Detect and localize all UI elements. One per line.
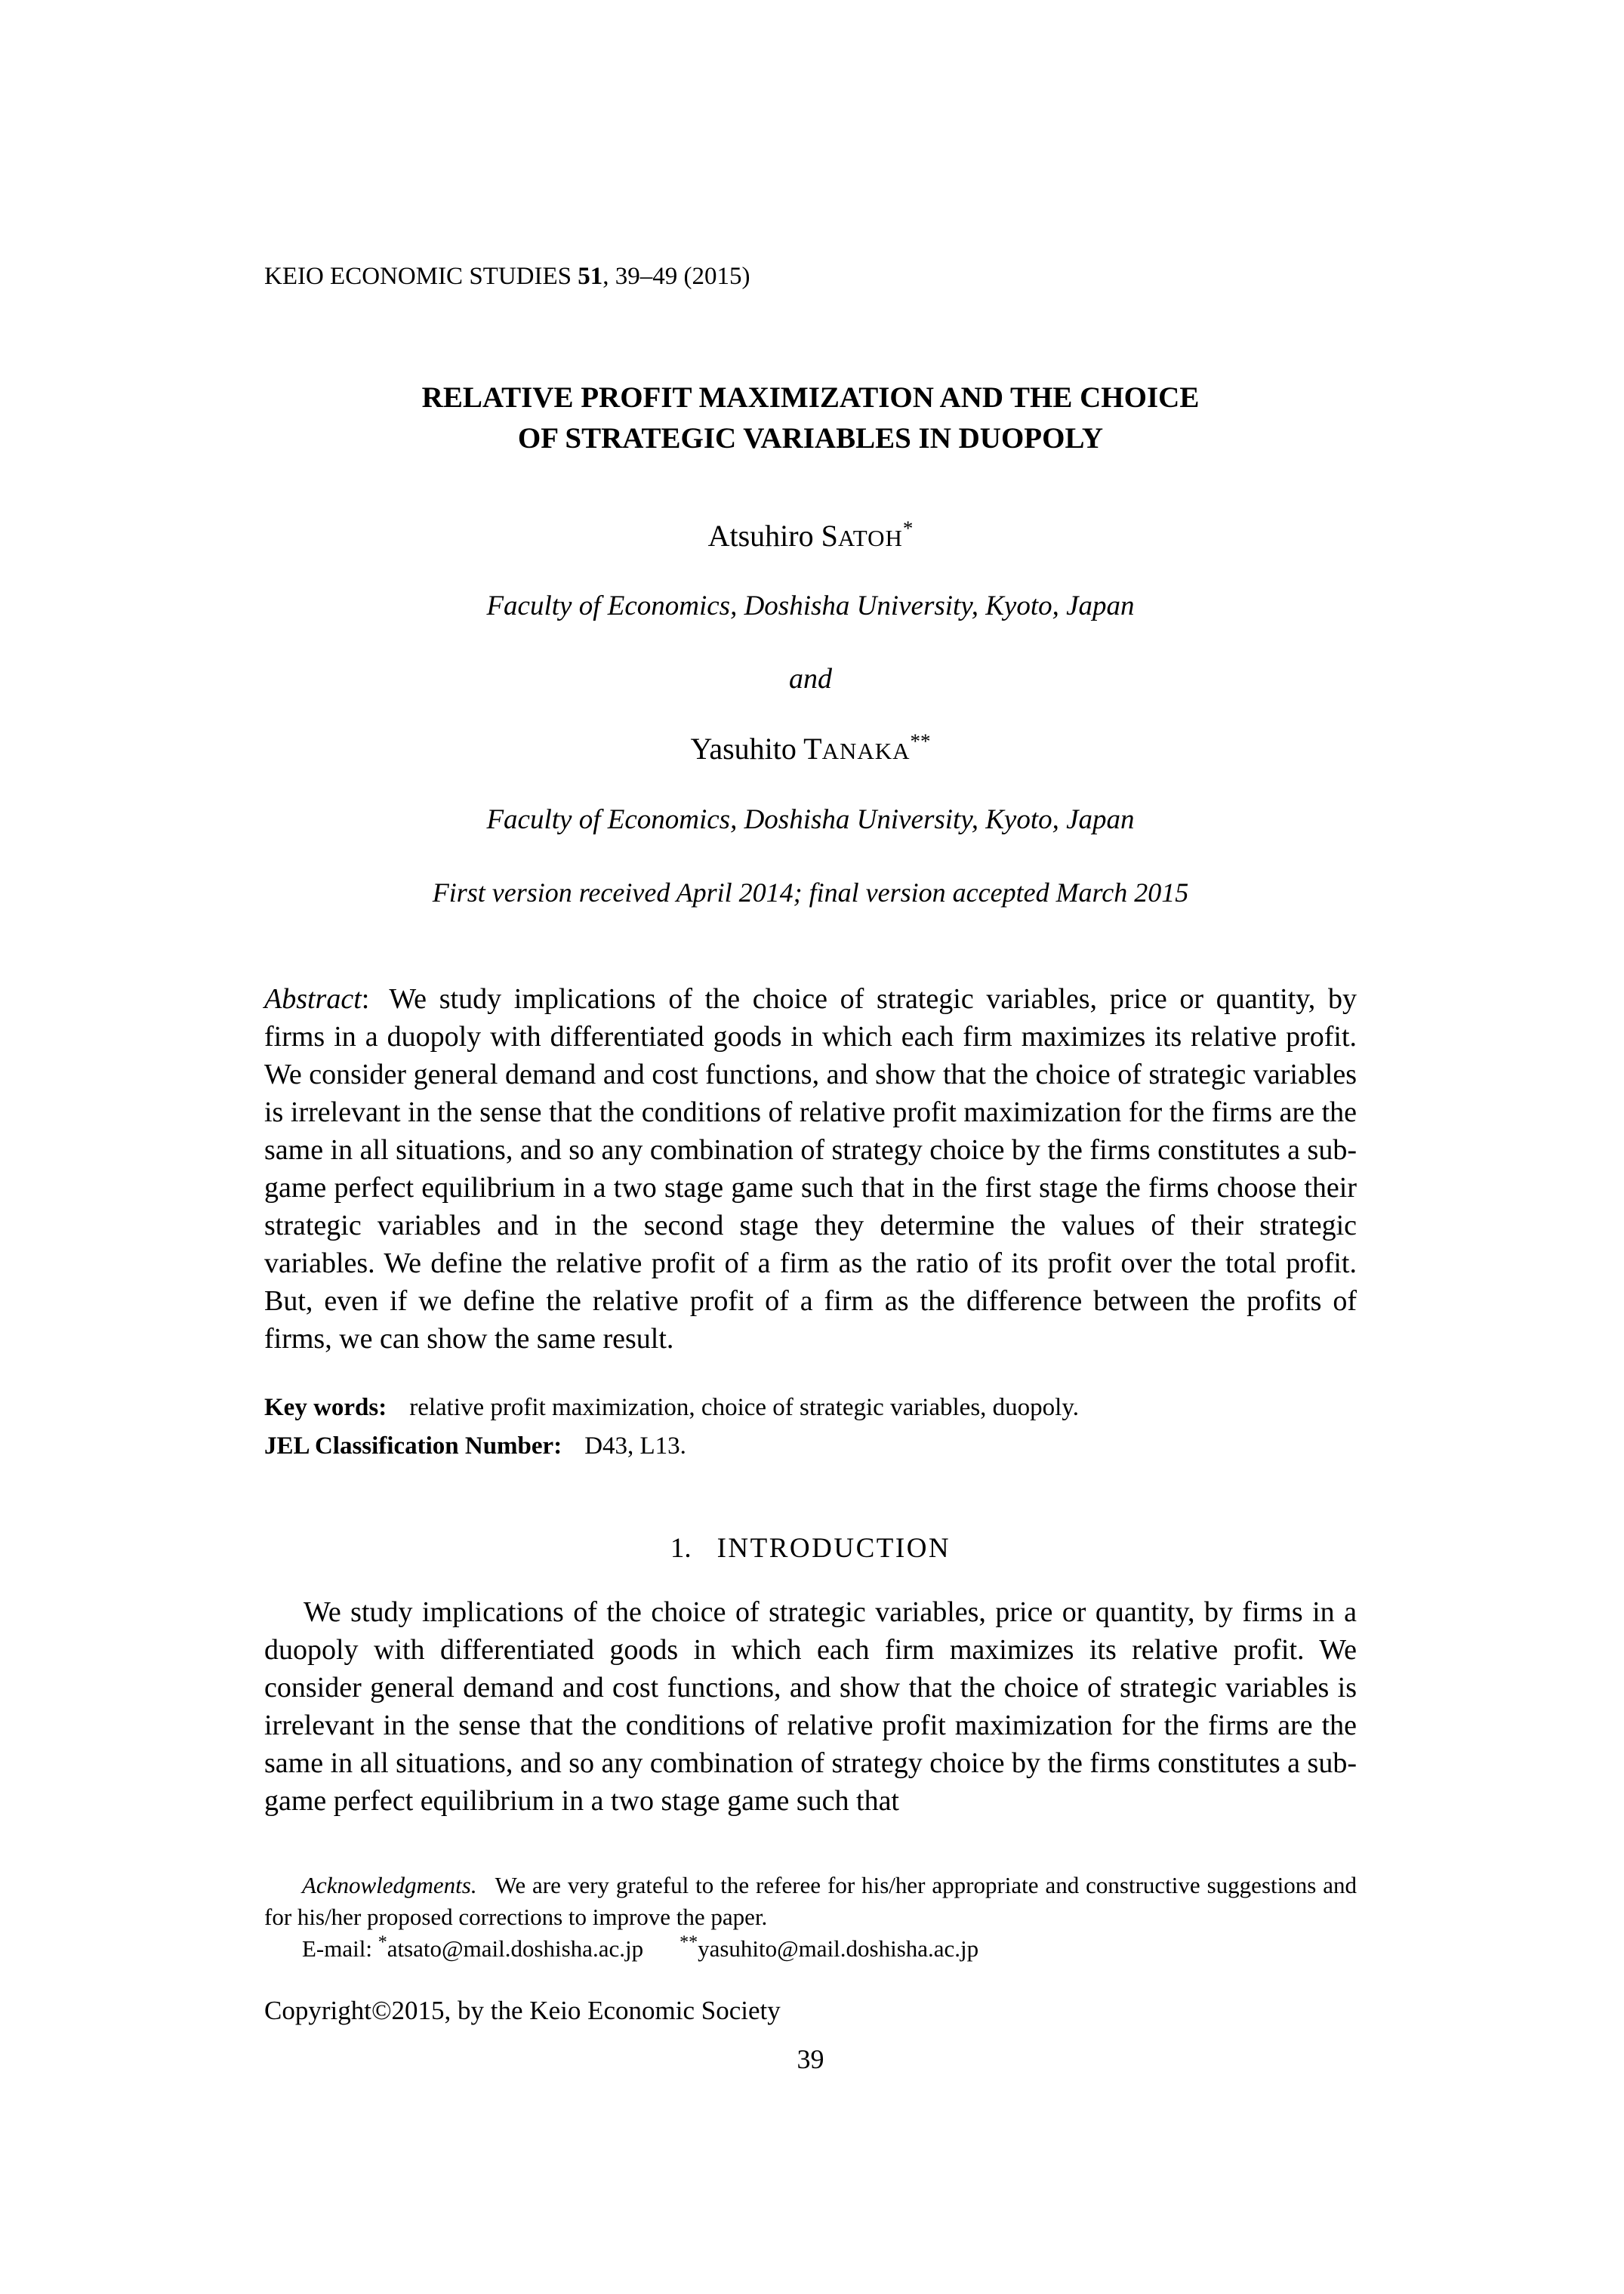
author-1 [264, 518, 1357, 557]
abstract-colon: : [361, 983, 370, 1015]
jel-text: D43, L13. [584, 1432, 686, 1460]
section-title: INTRODUCTION [716, 1533, 951, 1564]
author-1-family-initial: S [821, 519, 838, 553]
keywords-line [264, 1392, 1357, 1423]
introduction-paragraph: We study implications of the choice of strategic variables, price or quantity, by firms in a duopoly with differentiated goods in which each firm maximizes its relative profit. We consider general demand and cost functions, and show that the choice of strategic variables is irrelevant in the sense that the conditions of relative profit maximization for the firms are the same in all situations, and so any combination of strategy choice by the firms constitutes a sub-game perfect equilibrium in a two stage game such that [264, 1596, 1357, 1817]
author-1-given-name: Atsuhiro [707, 519, 814, 553]
paper-title-line-2: OF STRATEGIC VARIABLES IN DUOPOLY [517, 422, 1104, 455]
affiliation-1: Faculty of Economics, Doshisha University, Kyoto, Japan [486, 590, 1135, 621]
paper-title-line-1: RELATIVE PROFIT MAXIMIZATION AND THE CHOICE [421, 381, 1200, 414]
acknowledgments [264, 1870, 1357, 1933]
email-1-address: atsato@mail.doshisha.ac.jp [387, 1935, 644, 1962]
author-2-family-name: ANAKA [821, 738, 911, 764]
journal-header [264, 261, 1357, 291]
author-2-family-initial: T [803, 732, 822, 766]
section-number: 1. [670, 1533, 692, 1564]
keywords-label: Key words: [264, 1394, 387, 1421]
journal-name: KEIO ECONOMIC STUDIES [264, 263, 572, 290]
author-1-footnote-mark: * [902, 516, 914, 540]
email-2-group [679, 1932, 979, 1962]
affiliation-2: Faculty of Economics, Doshisha University, Kyoto, Japan [486, 804, 1135, 835]
email-2-mark: ** [679, 1932, 698, 1953]
email-1-group [377, 1932, 644, 1962]
paper-title [264, 378, 1357, 459]
jel-label: JEL Classification Number: [264, 1432, 562, 1460]
version-note: First version received April 2014; final version accepted March 2015 [432, 877, 1189, 908]
acknowledgments-label: Acknowledgments. [302, 1872, 477, 1898]
email-label: E-mail: [302, 1935, 372, 1962]
page-number: 39 [797, 2044, 824, 2074]
email-2-address: yasuhito@mail.doshisha.ac.jp [698, 1935, 979, 1962]
abstract-label: Abstract [264, 983, 362, 1015]
author-2-given-name: Yasuhito [690, 732, 797, 766]
journal-issue-pages: , 39–49 (2015) [602, 263, 750, 290]
journal-volume: 51 [578, 263, 603, 290]
footnote-block [264, 1870, 1357, 1965]
author-2-footnote-mark: ** [910, 729, 931, 753]
email-line [264, 1933, 1357, 1965]
section-heading-introduction [264, 1531, 1357, 1566]
acknowledgments-text: We are very grateful to the referee for his/her appropriate and constructive suggestions and for his/her proposed corrections to improve the paper. [264, 1872, 1357, 1930]
author-1-family-name: ATOH [837, 525, 903, 551]
abstract [264, 980, 1357, 1358]
abstract-text: We study implications of the choice of strategic variables, price or quantity, by firms in a duopoly with differentiated goods in which each firm maximizes its relative profit. We consider general demand and cost functions, and show that the choice of strategic variables is irrelevant in the sense that the conditions of relative profit maximization for the firms are the same in all situations, and so any combination of strategy choice by the firms constitutes a sub-game perfect equilibrium in a two stage game such that in the first stage the firms choose their strategic variables and in the second stage they determine the values of their strategic variables. We define the relative profit of a firm as the ratio of its profit over the total profit. But, even if we define the relative profit of a firm as the difference between the profits of firms, we can show the same result. [264, 983, 1357, 1355]
email-1-mark: * [377, 1932, 387, 1953]
keywords-text: relative profit maximization, choice of strategic variables, duopoly. [409, 1394, 1079, 1421]
copyright-notice: Copyright©2015, by the Keio Economic Society [264, 1996, 781, 2025]
jel-classification-line [264, 1430, 1357, 1462]
author-2 [264, 731, 1357, 769]
author-and-separator: and [789, 663, 832, 695]
